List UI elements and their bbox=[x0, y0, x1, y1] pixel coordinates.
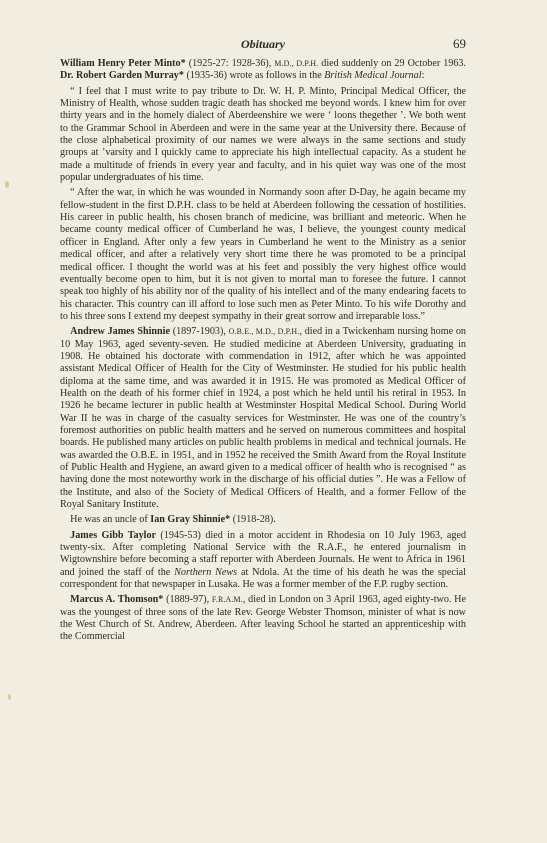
deceased-name: William Henry Peter Minto* bbox=[60, 58, 186, 69]
paper-stain bbox=[5, 181, 9, 188]
relative-name: Ian Gray Shinnie* bbox=[150, 514, 231, 526]
page-content bbox=[60, 36, 466, 647]
entry-text: He was an uncle of bbox=[70, 514, 151, 526]
entry-text: (1935-36) wrote as follows in the bbox=[183, 70, 325, 82]
obituary-minto-quote-2: “ After the war, in which he was wounded in Normandy soon after D-Day, he again became my fellow-student in the first D.P.H. class to be held at Aberdeen following the cessation of hostilities. His career in public health, his chosen branch of medicine, was brilliant and meteoric. When he became county medical officer of Cumberland he was, I believe, the youngest county medical officer in England. After only a few years in Cumberland he went to the Ministry as a senior medical officer, and after a relatively very short time there he was promoted to be a principal medical officer. I thought the world was at his feet and possibly the very highest office would eventually become open to him, but it is not given to mortal man to foresee the future. I cannot speak too highly of his ability nor of the quality of his intellect and of the many endearing facets to his character. This country can ill afford to lose such men as Peter Minto. To his wife Dorothy and to his three sons I extend my deepest sympathy in their great sorrow and irreparable loss.” bbox=[60, 187, 466, 322]
obituary-taylor bbox=[60, 530, 466, 592]
obituary-thomson bbox=[60, 594, 466, 643]
deceased-name: Marcus A. Thomson* bbox=[70, 594, 164, 606]
attendance-dates: (1925-27: 1928-36), bbox=[185, 58, 275, 69]
deceased-name: James Gibb Taylor bbox=[70, 529, 157, 541]
paper-stain bbox=[8, 694, 11, 700]
writer-name: Dr. Robert Garden Murray* bbox=[60, 70, 184, 82]
entry-text: (1918-28). bbox=[230, 514, 276, 526]
degrees: M.D., D.P.H. bbox=[274, 59, 319, 68]
newspaper-title: Northern News bbox=[174, 566, 238, 578]
journal-title: British Medical Journal bbox=[324, 70, 422, 82]
running-head bbox=[60, 36, 466, 56]
entry-text: (1945-53) died in a motor accident in Rhodesia on 10 July 1963, aged twenty-six. After completing National Service with the R.A.F., he entered journalism in Wigtownshire before becoming a staff reporter with Aberdeen Journals. He went to Africa in 1961 and joined the staff of the bbox=[60, 529, 467, 578]
degrees: O.B.E., M.D., D.P.H. bbox=[228, 327, 300, 337]
obituary-minto-intro bbox=[60, 58, 466, 83]
deceased-name: Andrew James Shinnie bbox=[70, 326, 170, 338]
page-title: Obituary bbox=[240, 37, 285, 51]
entry-text: , died in a Twickenham nursing home on 10 May 1963, aged seventy-seven. He studied medicine at Aberdeen University, graduating in 1908. He obtained his doctorate with commendation in 1912, after which he was appointed assistant Medical Officer of Health for the City of Westminster. He studied for his public health diploma at the same time, and was awarded it in 1915. He was promoted as Medical Officer of Health on the death of his former chief in 1924, a post which he held until his retiral in 1953. In 1926 he became lecturer in public health at Westminster Hospital Medical School. During World War II he was in charge of the casualty services for Westminster. He was one of the country’s foremost authorities on public health matters and he served on numerous committees and hospital boards. He published many articles on public health problems in medical and technical journals. He was awarded the O.B.E. in 1951, and in 1952 he received the Smith Award from the Royal Institute of Public Health and Hygiene, an award given to a medical officer of health who is recognised “ as having done the most noteworthy work in the discharge of his official duties ”. He was a Fellow of the Institute, and also of the Society of Medical Officers of Health, and a former Fellow of the Royal Sanitary Institute. bbox=[60, 326, 466, 511]
degrees: F.R.A.M. bbox=[211, 595, 243, 605]
attendance-dates: (1889-97), bbox=[163, 594, 212, 606]
obituary-shinnie-relation bbox=[60, 514, 466, 526]
obituary-shinnie bbox=[60, 326, 466, 511]
page-number: 69 bbox=[453, 36, 466, 51]
entry-text: : bbox=[421, 70, 425, 82]
entry-text: , died in London on 3 April 1963, aged eighty-two. He was the youngest of three sons of the late Rev. George Webster Thomson, minister of what is now the West Church of St. Andrew, Aberdeen. After leaving School he started an apprenticeship with the Commercial bbox=[60, 594, 466, 643]
entry-text: at Ndola. At the time of his death he was the special correspondent for that newspaper in Lusaka. He was a former member of the F.P. rugby section. bbox=[60, 566, 466, 591]
obituary-minto-quote-1: “ I feel that I must write to pay tribute to Dr. W. H. P. Minto, Principal Medical Officer, the Ministry of Health, whose sudden tragic death has shocked me beyond words. I knew him for over thirty years and in the homely dialect of Aberdeenshire we were ‘ loons thegether ’. We both went to the Grammar School in Aberdeen and were in the same year at the University there. Because of the close alphabetical proximity of our names we were always in the same sections and study groups at ’varsity and I quickly came to appreciate his high intellectual capacity. As a student he made a multitude of friends in every year and faculty, and in his quiet way was one of the most popular undergraduates of his time. bbox=[60, 85, 466, 184]
entry-text: died suddenly on 29 October 1963. bbox=[318, 58, 466, 69]
attendance-dates: (1897-1903), bbox=[169, 326, 229, 338]
